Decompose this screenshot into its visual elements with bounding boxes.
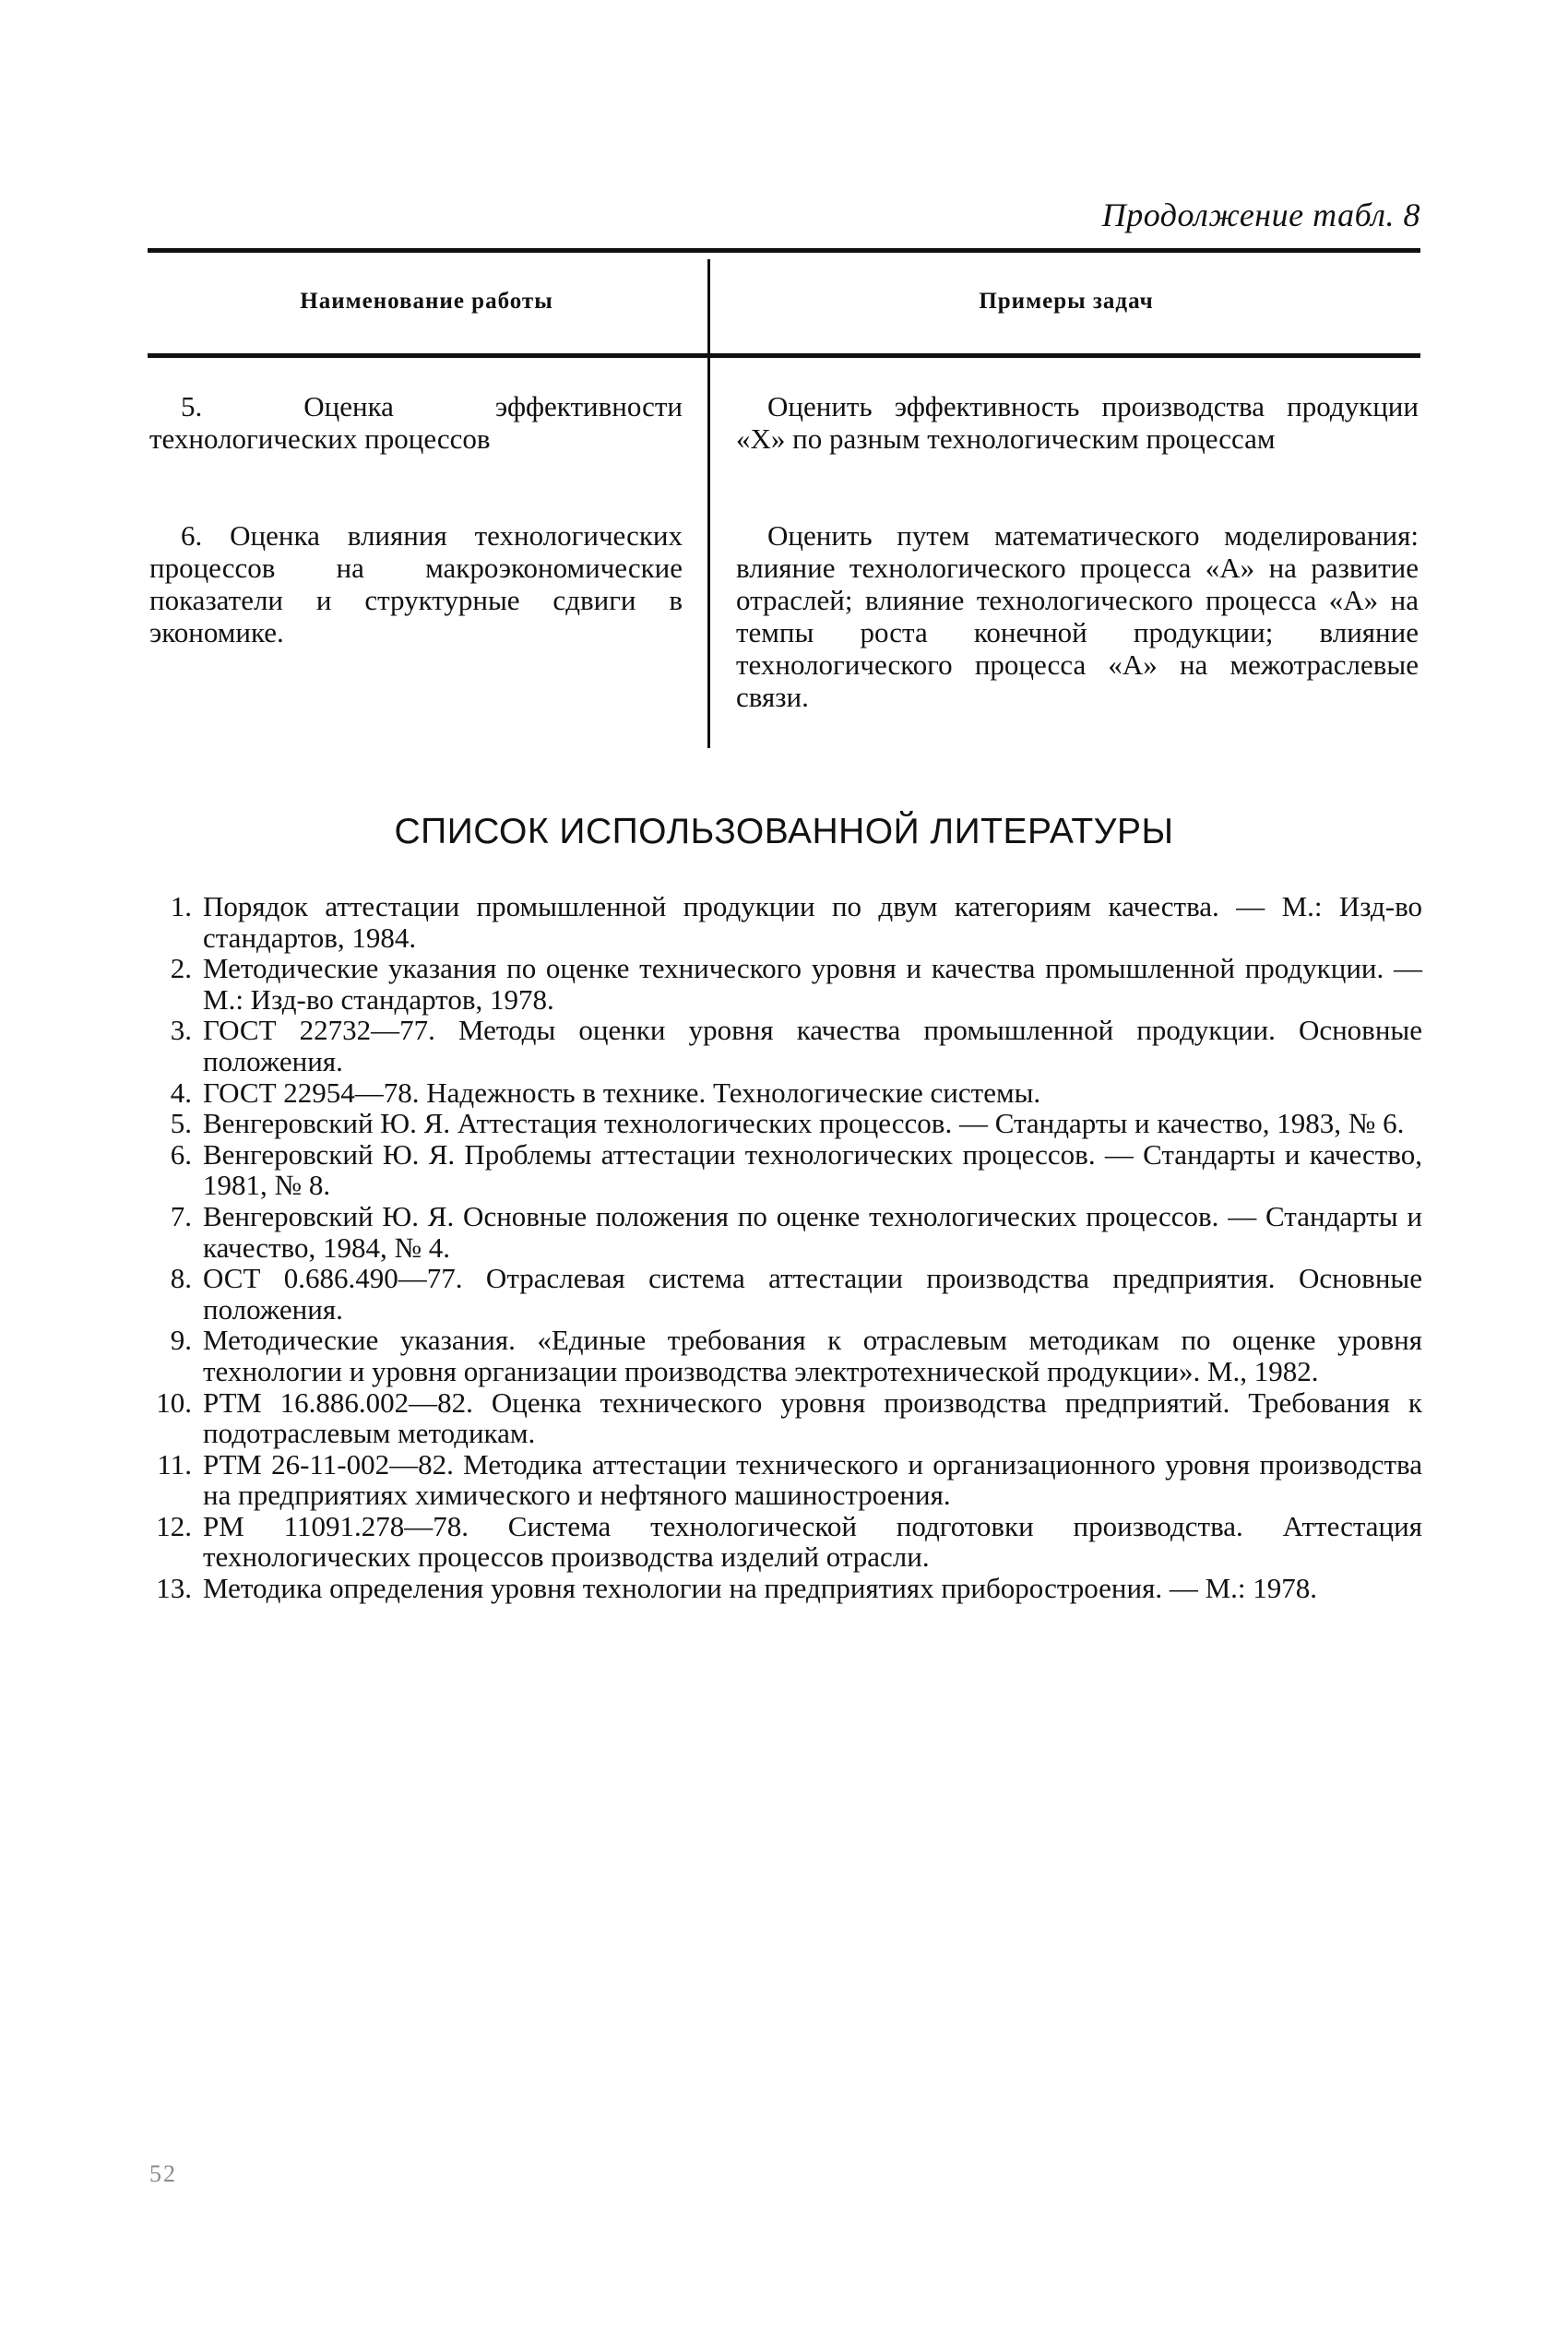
reference-item <box>148 1139 1422 1201</box>
table-continuation-label: Продолжение табл. 8 <box>1101 196 1420 233</box>
reference-text: Методика определения уровня технологии на предприятиях приборостроения. — М.: 1978. <box>203 1572 1318 1605</box>
example-6-text: Оценить путем математического моделирования: влияние технологического процесса «А» на развитие отраслей; влияние технологического процесса «А» на темпы роста конечной продукции; влияние технологического процесса «А» на межотраслевые связи. <box>736 519 1419 713</box>
reference-number: 9. <box>170 1324 192 1357</box>
reference-number: 5. <box>170 1107 192 1140</box>
reference-number: 11. <box>157 1447 192 1481</box>
reference-text: Венгеровский Ю. Я. Аттестация технологических процессов. — Стандарты и качество, 1983, № 6. <box>203 1107 1405 1140</box>
references-heading: СПИСОК ИСПОЛЬЗОВАННОЙ ЛИТЕРАТУРЫ <box>394 812 1174 851</box>
reference-number: 12. <box>156 1509 192 1542</box>
reference-item <box>148 1108 1422 1139</box>
table-cell-example-5 <box>736 390 1419 455</box>
reference-number: 6. <box>170 1137 192 1171</box>
reference-number: 13. <box>156 1572 192 1605</box>
reference-text: Методические указания. «Единые требования к отраслевым методикам по оценке уровня технологии и уровня организации производства электротехнической продукции». М., 1982. <box>203 1324 1422 1387</box>
table-column-divider <box>707 259 710 748</box>
reference-text: РТМ 16.886.002—82. Оценка технического уровня производства предприятий. Требования к подотраслевым методикам. <box>203 1386 1422 1450</box>
reference-number: 4. <box>170 1076 192 1109</box>
reference-text: ОСТ 0.686.490—77. Отраслевая система аттестации производства предприятия. Основные положения. <box>203 1262 1422 1326</box>
reference-item <box>148 1449 1422 1511</box>
reference-number: 3. <box>170 1014 192 1047</box>
work-6-text: 6. Оценка влияния технологических процессов на макроэкономические показатели и структурные сдвиги в экономике. <box>149 519 683 648</box>
reference-text: РМ 11091.278—78. Система технологической подготовки производства. Аттестация технологических процессов производства изделий отрасли. <box>203 1509 1422 1574</box>
reference-number: 8. <box>170 1262 192 1295</box>
reference-item <box>148 1201 1422 1263</box>
table-cell-work-5 <box>149 390 683 455</box>
table-top-rule <box>148 248 1420 253</box>
reference-item <box>148 891 1422 953</box>
reference-number: 10. <box>156 1386 192 1419</box>
example-5-text: Оценить эффективность производства продукции «X» по разным технологическим процессам <box>736 390 1419 455</box>
reference-item <box>148 1387 1422 1449</box>
reference-item <box>148 953 1422 1015</box>
reference-item <box>148 1015 1422 1076</box>
table-cell-work-6 <box>149 519 683 648</box>
table-header-rule <box>148 353 1420 358</box>
reference-item <box>148 1573 1422 1604</box>
reference-text: ГОСТ 22732—77. Методы оценки уровня качества промышленной продукции. Основные положения. <box>203 1014 1422 1077</box>
reference-text: Венгеровский Ю. Я. Проблемы аттестации технологических процессов. — Стандарты и качество, 1981, № 8. <box>203 1137 1422 1202</box>
work-5-text: 5. Оценка эффективности технологических процессов <box>149 390 683 455</box>
reference-text: Венгеровский Ю. Я. Основные положения по оценке технологических процессов. — Стандарты и качество, 1984, № 4. <box>203 1199 1422 1264</box>
reference-number: 1. <box>170 890 192 922</box>
reference-item <box>148 1325 1422 1386</box>
page-number: 52 <box>149 2160 177 2187</box>
reference-item <box>148 1077 1422 1109</box>
table-cell-example-6 <box>736 519 1419 713</box>
reference-text: РТМ 26-11-002—82. Методика аттестации технического и организационного уровня производства на предприятиях химического и нефтяного машиностроения. <box>203 1447 1422 1512</box>
column-header-examples: Примеры задач <box>979 289 1154 314</box>
reference-text: Порядок аттестации промышленной продукции по двум категориям качества. — М.: Изд-во стандартов, 1984. <box>203 890 1422 954</box>
reference-text: ГОСТ 22954—78. Надежность в технике. Технологические системы. <box>203 1076 1041 1109</box>
reference-text: Методические указания по оценке технического уровня и качества промышленной продукции. — М.: Изд-во стандартов, 1978. <box>203 952 1422 1016</box>
reference-item <box>148 1511 1422 1573</box>
reference-item <box>148 1263 1422 1325</box>
column-header-work: Наименование работы <box>300 289 553 314</box>
references-list <box>148 891 1422 1604</box>
reference-number: 2. <box>170 952 192 985</box>
reference-number: 7. <box>170 1199 192 1232</box>
